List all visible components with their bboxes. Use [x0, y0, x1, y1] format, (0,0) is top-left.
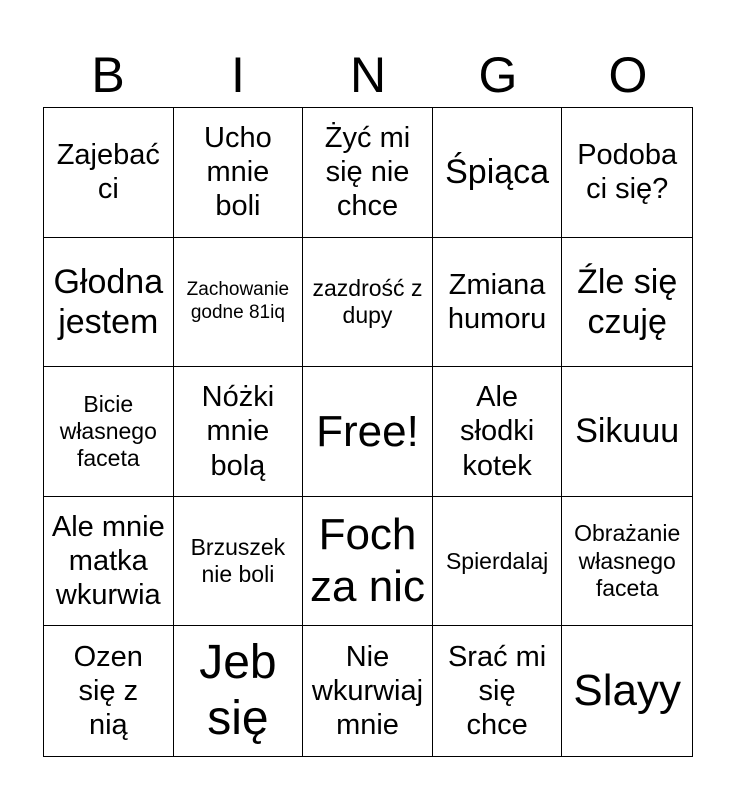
cell-text: Srać mi się chce — [447, 640, 547, 742]
header-letter-b: B — [91, 47, 125, 103]
cell-text: Zmiana humoru — [447, 268, 547, 335]
cell-text: Ucho mnie boli — [204, 121, 272, 223]
header-letter-i: I — [231, 47, 245, 103]
cell-text: Foch za nic — [310, 510, 425, 612]
cell-text: Nie wkurwiaj mnie — [311, 640, 424, 742]
header-letter-g: G — [478, 47, 518, 103]
cell-text: Źle się czuję — [577, 262, 678, 341]
cell-text: Bicie własnego faceta — [59, 390, 157, 472]
cell-text: Głodna jestem — [53, 262, 164, 341]
bingo-cell-r4-c3[interactable] — [303, 497, 433, 627]
bingo-cell-r1-c1[interactable] — [44, 108, 174, 238]
cell-text: Brzuszek nie boli — [190, 533, 286, 588]
bingo-cell-r2-c5[interactable] — [562, 238, 692, 368]
bingo-cell-r5-c5[interactable] — [562, 626, 692, 756]
cell-text: Zachowanie godne 81iq — [186, 279, 290, 323]
bingo-cell-r5-c1[interactable] — [44, 626, 174, 756]
header-letter-o: O — [608, 47, 648, 103]
cell-text: Ale słodki kotek — [460, 381, 535, 482]
bingo-cell-r3-c4[interactable] — [433, 367, 563, 497]
bingo-cell-r1-c3[interactable] — [303, 108, 433, 238]
cell-text: Ale mnie matka wkurwia — [51, 510, 165, 612]
bingo-cell-r3-c2[interactable] — [174, 367, 304, 497]
cell-text: Sikuuu — [575, 412, 680, 451]
bingo-cell-r2-c4[interactable] — [433, 238, 563, 368]
bingo-cell-r1-c4[interactable] — [433, 108, 563, 238]
cell-text: Spierdalaj — [445, 547, 549, 574]
bingo-cell-r2-c3[interactable] — [303, 238, 433, 368]
bingo-cell-r2-c2[interactable] — [174, 238, 304, 368]
cell-text: Ozen się z nią — [73, 640, 143, 742]
bingo-cell-r1-c5[interactable] — [562, 108, 692, 238]
bingo-cell-r5-c4[interactable] — [433, 626, 563, 756]
bingo-cell-r3-c1[interactable] — [44, 367, 174, 497]
cell-text: Żyć mi się nie chce — [324, 121, 411, 223]
bingo-cell-r2-c1[interactable] — [44, 238, 174, 368]
free-space-text: Free! — [316, 406, 419, 456]
cell-text: Obrażanie własnego faceta — [574, 520, 681, 601]
bingo-cell-r5-c2[interactable] — [174, 626, 304, 756]
bingo-header — [43, 44, 693, 106]
bingo-cell-r4-c4[interactable] — [433, 497, 563, 627]
bingo-cell-r4-c2[interactable] — [174, 497, 304, 627]
cell-text: Jeb się — [199, 635, 277, 746]
header-letter-n: N — [349, 47, 387, 103]
cell-text: Śpiąca — [445, 153, 550, 192]
cell-text: Nóżki mnie bolą — [201, 381, 275, 482]
bingo-cell-r4-c5[interactable] — [562, 497, 692, 627]
cell-text: zazdrość z dupy — [312, 274, 423, 328]
cell-text: Zajebać ci — [56, 139, 160, 206]
bingo-cell-free[interactable] — [303, 367, 433, 497]
bingo-board — [43, 107, 693, 757]
bingo-cell-r5-c3[interactable] — [303, 626, 433, 756]
cell-text: Podoba ci się? — [577, 139, 678, 206]
bingo-cell-r4-c1[interactable] — [44, 497, 174, 627]
cell-text: Slayy — [573, 666, 681, 716]
bingo-cell-r3-c5[interactable] — [562, 367, 692, 497]
bingo-cell-r1-c2[interactable] — [174, 108, 304, 238]
